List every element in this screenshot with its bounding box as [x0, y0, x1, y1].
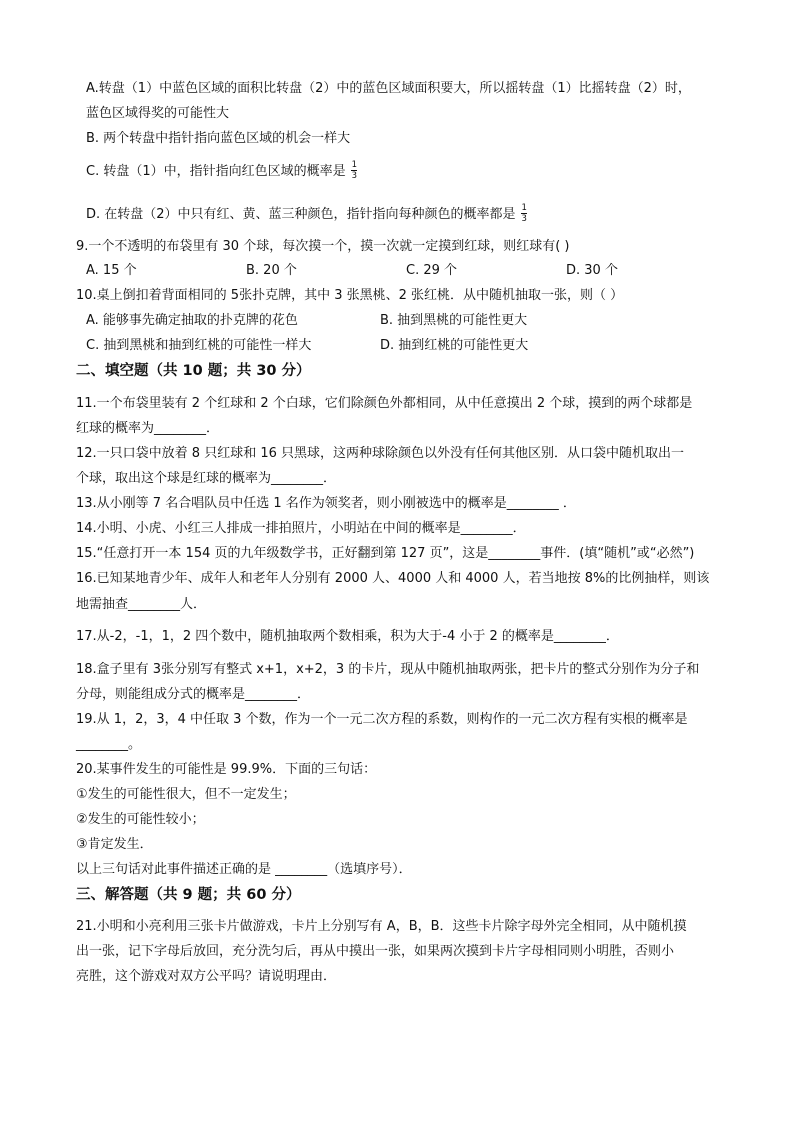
- section-heading-fill-in: 二、填空题（共 10 题；共 30 分）: [76, 363, 311, 379]
- q11-line2: 红球的概率为________．: [76, 421, 220, 436]
- q20-tail: 以上三句话对此事件描述正确的是 ________（选填序号）．: [76, 862, 412, 877]
- q10-option-c: C. 抽到黑桃和抽到红桃的可能性一样大: [86, 338, 312, 353]
- q15: 15.“任意打开一本 154 页的九年级数学书，正好翻到第 127 页”，这是________事件．(填“随机”或“必然”): [76, 546, 695, 561]
- q18-line1: 18.盒子里有 3张分别写有整式 x+1，x+2，3 的卡片，现从中随机抽取两张，把卡片的整式分别作为分子和: [76, 662, 700, 677]
- q20-statement-1: ①发生的可能性很大，但不一定发生；: [76, 787, 296, 802]
- q20-stem: 20.某事件发生的可能性是 99.9%．下面的三句话：: [76, 762, 377, 777]
- q16-line1: 16.已知某地青少年、成年人和老年人分别有 2000 人、4000 人和 4000 人，若当地按 8%的比例抽样，则该: [76, 571, 710, 586]
- q8-option-d-text: D. 在转盘（2）中只有红、黄、蓝三种颜色，指针指向每种颜色的概率都是: [86, 207, 516, 222]
- q20-statement-2: ②发生的可能性较小；: [76, 812, 205, 827]
- q10-option-a: A. 能够事先确定抽取的扑克牌的花色: [86, 313, 298, 328]
- q9-option-d: D. 30 个: [566, 263, 618, 278]
- fraction-numerator: 1: [521, 203, 527, 213]
- q8-option-d: [86, 205, 528, 224]
- fraction-denominator: 3: [521, 214, 527, 224]
- q18-line2: 分母，则能组成分式的概率是________．: [76, 687, 311, 702]
- q20-statement-3: ③肯定发生．: [76, 837, 153, 852]
- q13: 13.从小刚等 7 名合唱队员中任选 1 名作为领奖者，则小刚被选中的概率是________ ．: [76, 496, 576, 511]
- q8-option-b: B. 两个转盘中指针指向蓝色区域的机会一样大: [86, 131, 351, 146]
- q9-option-b: B. 20 个: [246, 263, 297, 278]
- q9-option-a: A. 15 个: [86, 263, 137, 278]
- q21-line1: 21.小明和小亮利用三张卡片做游戏，卡片上分别写有 A，B，B．这些卡片除字母外完全相同，从中随机摸: [76, 919, 687, 934]
- q9-option-c: C. 29 个: [406, 263, 458, 278]
- fraction-denominator: 3: [351, 171, 358, 181]
- q21-line2: 出一张，记下字母后放回，充分洗匀后，再从中摸出一张，如果两次摸到卡片字母相同则小明胜，否则小: [76, 944, 675, 959]
- q19-line2: ________。: [76, 737, 142, 752]
- q16-line2: 地需抽查________人．: [76, 597, 207, 612]
- fraction-one-third: [351, 161, 358, 180]
- section-heading-solutions: 三、解答题（共 9 题；共 60 分）: [76, 887, 301, 903]
- fraction-one-third: [521, 204, 528, 223]
- q9-stem: 9.一个不透明的布袋里有 30 个球，每次摸一个，摸一次就一定摸到红球，则红球有( ): [76, 239, 570, 254]
- q10-option-b: B. 抽到黑桃的可能性更大: [380, 313, 528, 328]
- q8-option-c: [86, 162, 358, 181]
- q8-option-a-line2: 蓝色区域得奖的可能性大: [86, 106, 230, 121]
- q11-line1: 11.一个布袋里装有 2 个红球和 2 个白球，它们除颜色外都相同，从中任意摸出 2 个球，摸到的两个球都是: [76, 396, 693, 411]
- q8-option-a-line1: A.转盘（1）中蓝色区域的面积比转盘（2）中的蓝色区域面积要大，所以摇转盘（1）比摇转盘（2）时，: [86, 81, 691, 96]
- q19-line1: 19.从 1，2，3，4 中任取 3 个数，作为一个一元二次方程的系数，则构作的一元二次方程有实根的概率是: [76, 712, 688, 727]
- q21-line3: 亮胜，这个游戏对双方公平吗？请说明理由．: [76, 969, 337, 984]
- q14: 14.小明、小虎、小红三人排成一排拍照片，小明站在中间的概率是________．: [76, 521, 526, 536]
- q8-option-c-text: C. 转盘（1）中，指针指向红色区域的概率是: [86, 164, 346, 179]
- q10-stem: 10.桌上倒扣着背面相同的 5张扑克牌，其中 3 张黑桃、2 张红桃．从中随机抽取一张，则（ ）: [76, 288, 624, 303]
- q12-line1: 12.一只口袋中放着 8 只红球和 16 只黑球，这两种球除颜色以外没有任何其他区别．从口袋中随机取出一: [76, 446, 685, 461]
- q17: 17.从-2，-1，1，2 四个数中，随机抽取两个数相乘，积为大于-4 小于 2 的概率是________．: [76, 629, 619, 644]
- fraction-numerator: 1: [351, 160, 358, 170]
- q10-option-d: D. 抽到红桃的可能性更大: [380, 338, 529, 353]
- q12-line2: 个球，取出这个球是红球的概率为________．: [76, 471, 337, 486]
